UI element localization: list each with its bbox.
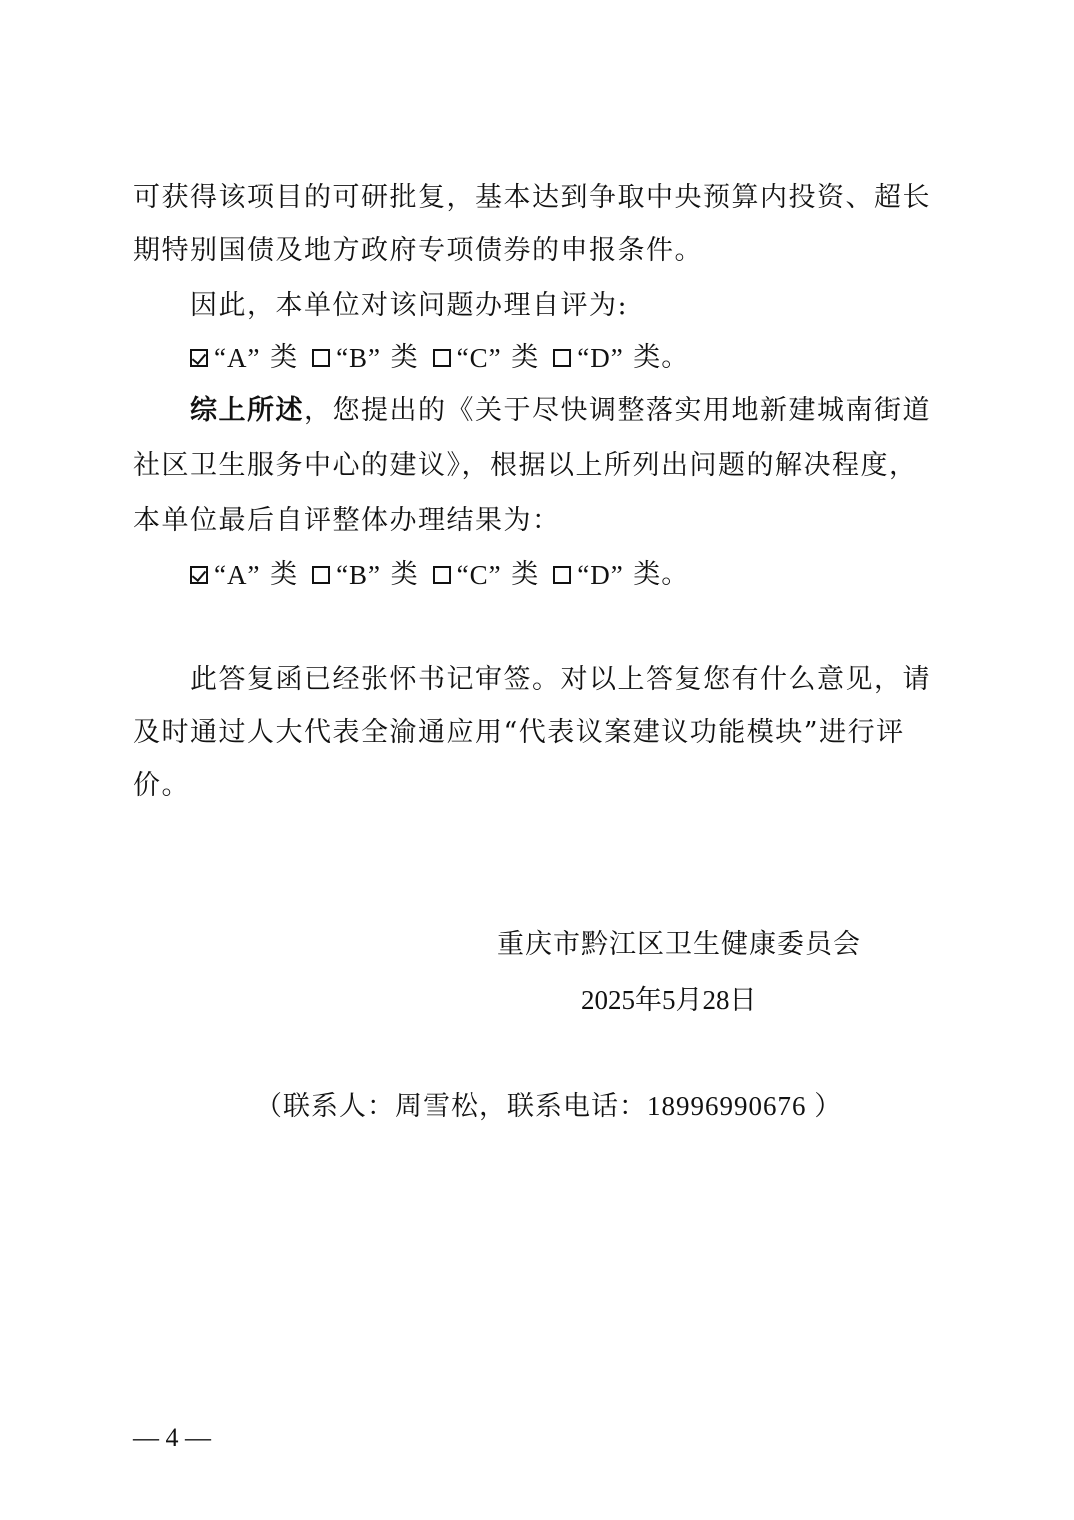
checked-box-icon[interactable] (190, 349, 208, 367)
rating-row-1 (190, 340, 703, 376)
checked-box-icon[interactable] (190, 566, 208, 584)
unchecked-box-icon[interactable] (312, 566, 330, 584)
signature-date: 2025年5月28日 (581, 985, 757, 1015)
paragraph-line: 价。 (133, 770, 190, 801)
rating-option-d[interactable]: “D” 类。 (553, 340, 689, 376)
unchecked-box-icon[interactable] (553, 349, 571, 367)
paragraph-line: 可获得该项目的可研批复，基本达到争取中央预算内投资、超长 (133, 182, 931, 213)
rating-option-c[interactable]: “C” 类 (433, 557, 540, 593)
rating-option-b[interactable]: “B” 类 (312, 340, 419, 376)
paragraph-line: 社区卫生服务中心的建议》，根据以上所列出问题的解决程度， (133, 450, 918, 481)
page-number: — 4 — (133, 1423, 211, 1452)
paragraph-line: 及时通过人大代表全渝通应用“代表议案建议功能模块”进行评 (133, 717, 905, 748)
unchecked-box-icon[interactable] (433, 566, 451, 584)
paragraph-line: 此答复函已经张怀书记审签。对以上答复您有什么意见，请 (190, 664, 931, 695)
rating-option-d[interactable]: “D” 类。 (553, 557, 689, 593)
signature-organization: 重庆市黔江区卫生健康委员会 (497, 929, 861, 960)
paragraph-line: 本单位最后自评整体办理结果为： (133, 505, 561, 536)
rating-option-c[interactable]: “C” 类 (433, 340, 540, 376)
rating-option-a[interactable]: “A” 类 (190, 557, 298, 593)
paragraph-line: 期特别国债及地方政府专项债券的申报条件。 (133, 235, 703, 266)
unchecked-box-icon[interactable] (312, 349, 330, 367)
rating-option-b[interactable]: “B” 类 (312, 557, 419, 593)
rating-option-a[interactable]: “A” 类 (190, 340, 298, 376)
self-evaluation-prompt: 因此，本单位对该问题办理自评为: (190, 290, 629, 321)
unchecked-box-icon[interactable] (553, 566, 571, 584)
unchecked-box-icon[interactable] (433, 349, 451, 367)
contact-info: （联系人：周雪松，联系电话：18996990676 ） (255, 1091, 843, 1121)
paragraph-line: 综上所述，您提出的《关于尽快调整落实用地新建城南街道 (190, 395, 931, 426)
summary-lead: 综上所述 (190, 395, 304, 426)
rating-row-2 (190, 557, 703, 593)
